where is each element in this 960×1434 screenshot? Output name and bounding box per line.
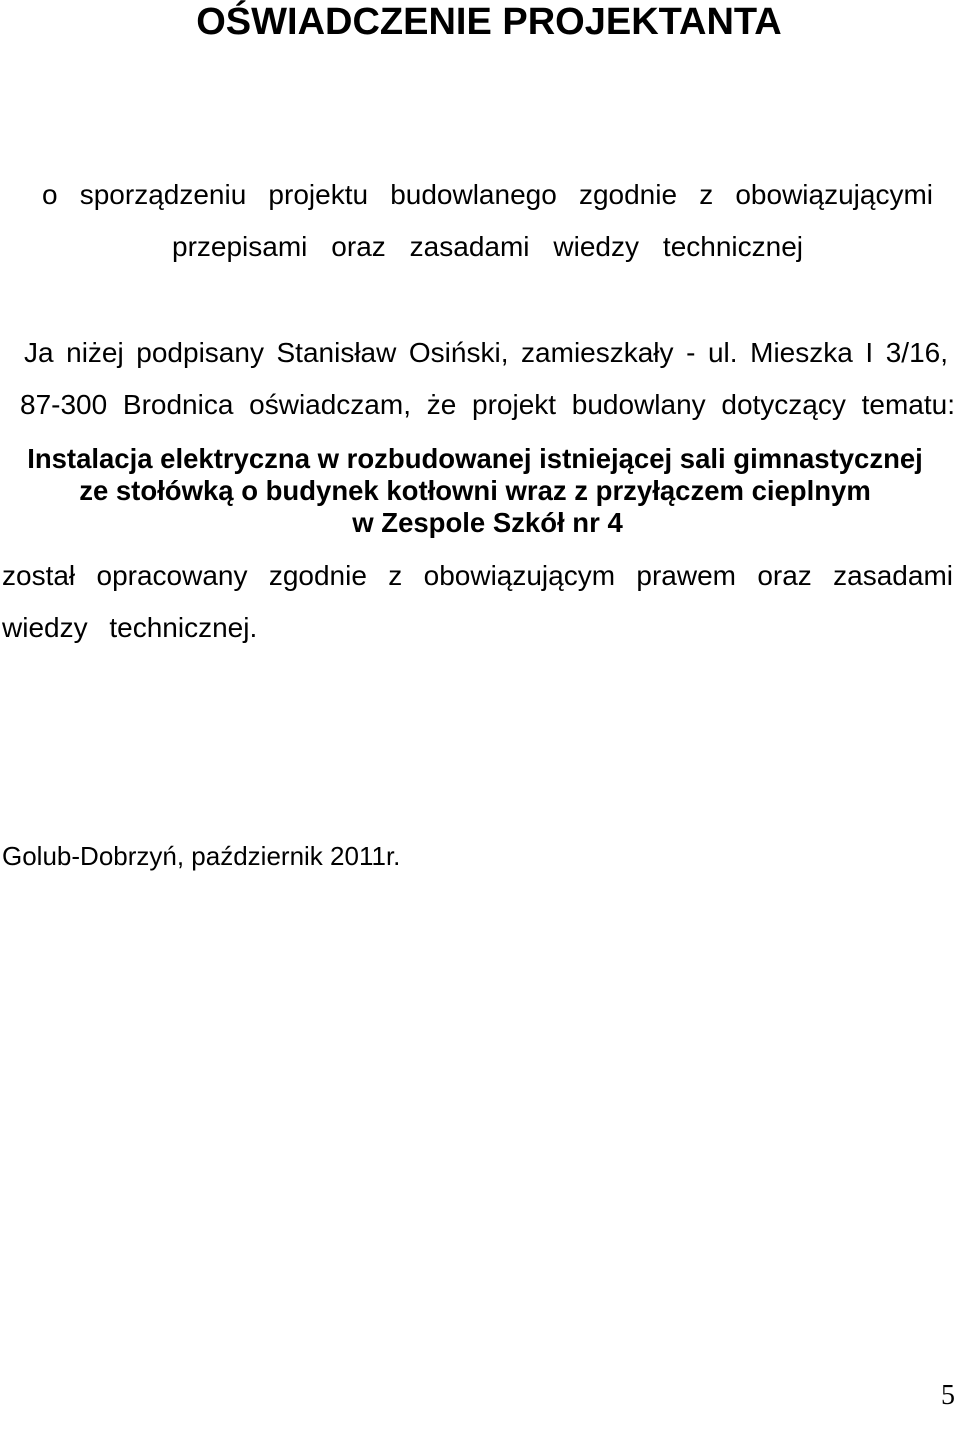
page-title: OŚWIADCZENIE PROJEKTANTA: [196, 1, 782, 43]
project-topic-line: ze stołówką o budynek kotłowni wraz z przyłączem cieplnym: [79, 475, 871, 506]
declaration-line: 87-300 Brodnica oświadczam, że projekt budowlany dotyczący tematu:: [20, 389, 955, 420]
subtitle-line: przepisami oraz zasadami wiedzy technicznej: [172, 231, 803, 262]
statement-line: wiedzy technicznej.: [2, 612, 258, 643]
declaration-line: Ja niżej podpisany Stanisław Osiński, zamieszkały - ul. Mieszka I 3/16,: [24, 337, 948, 368]
project-topic-line: Instalacja elektryczna w rozbudowanej istniejącej sali gimnastycznej: [27, 443, 923, 474]
subtitle-line: o sporządzeniu projektu budowlanego zgodnie z obowiązującymi: [42, 179, 933, 210]
page-number: 5: [941, 1380, 955, 1411]
place-and-date: Golub-Dobrzyń, październik 2011r.: [2, 841, 401, 871]
statement-line: został opracowany zgodnie z obowiązującym prawem oraz zasadami: [2, 560, 953, 591]
project-topic-line: w Zespole Szkół nr 4: [352, 507, 623, 538]
